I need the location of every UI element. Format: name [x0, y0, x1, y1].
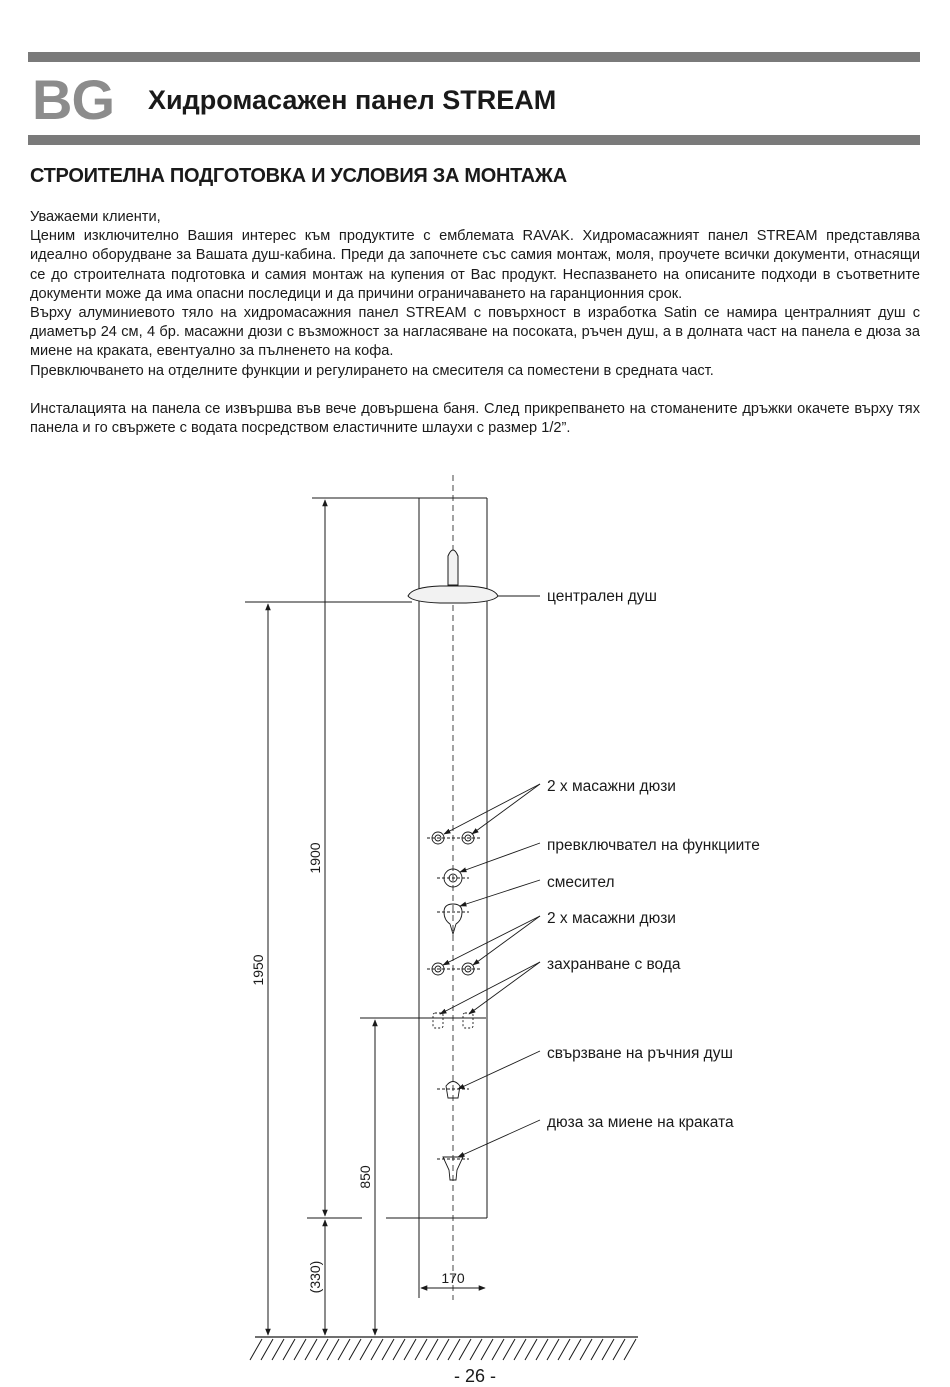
header-bottom-rule: [28, 135, 920, 145]
top-rule: [28, 52, 920, 62]
paragraph-4: Инсталацията на панела се извършва във вече довършена баня. След прикрепването на стоманените дръжки окачете върху тях панела и го свържете с водата посредством еластичните шлаухи с размер 1/2”.: [30, 400, 920, 437]
paragraph-3: Превключването на отделните функции и регулирането на смесителя са поместени в средната част.: [30, 362, 714, 379]
function-switch-icon: [437, 869, 469, 887]
paragraph-2: Върху алуминиевото тяло на хидромасажния панел STREAM с повърхност в изработка Satin се намира централният душ с диаметър 24 см, 4 бр. масажни дюзи с възможност за нагласяване на посоката, ръчен душ, а в долната част на панела е дюза за миене на краката, евентуално за пълненето на кофа.: [30, 305, 920, 360]
page-number: - 26 -: [453, 1366, 496, 1386]
intro-text: [30, 208, 920, 438]
paragraph-1: Ценим изключително Вашия интерес към продуктите с емблемата RAVAK. Хидромасажният панел STREAM представлява идеално оборудване за Вашата душ-кабина. Преди да започнете със самия монтаж, моля, проучете всички документи, отнасящи се до строителната подготовка и самия монтаж на купения от Вас продукт. Неспазването на описаните подходи в съответните документи може да има опасни последици и да причини ограничаването на гаранционния срок.: [30, 228, 920, 302]
label-massage-jets-upper: 2 х масажни дюзи: [547, 778, 676, 795]
dimension-values: [250, 842, 465, 1293]
page-title: Хидромасажен панел STREAM: [148, 85, 557, 115]
greeting: Уважаеми клиенти,: [30, 209, 161, 225]
section-title: СТРОИТЕЛНА ПОДГОТОВКА И УСЛОВИЯ ЗА МОНТАЖА: [30, 165, 567, 187]
panel-installation-diagram: [0, 470, 950, 1365]
central-shower-shape: [408, 550, 498, 603]
dim-170: 170: [441, 1270, 465, 1286]
label-function-switch: превключвател на функциите: [547, 837, 760, 854]
dimension-lines: [268, 500, 485, 1335]
label-water-supply: захранване с вода: [547, 956, 681, 973]
extension-lines: [245, 498, 487, 1218]
label-mixer: смесител: [547, 874, 615, 891]
dim-330: (330): [307, 1260, 323, 1294]
language-code: BG: [32, 68, 114, 131]
floor-line: [250, 1337, 638, 1360]
dim-1900: 1900: [307, 842, 323, 874]
label-foot-wash-jet: дюза за миене на краката: [547, 1114, 734, 1131]
diagram-labels: [547, 588, 760, 1131]
leader-lines: [440, 596, 540, 1157]
label-hand-shower-connection: свързване на ръчния душ: [547, 1045, 733, 1062]
label-massage-jets-lower: 2 х масажни дюзи: [547, 910, 676, 927]
dim-850: 850: [357, 1165, 373, 1189]
label-central-shower: централен душ: [547, 588, 657, 605]
dim-1950: 1950: [250, 954, 266, 986]
